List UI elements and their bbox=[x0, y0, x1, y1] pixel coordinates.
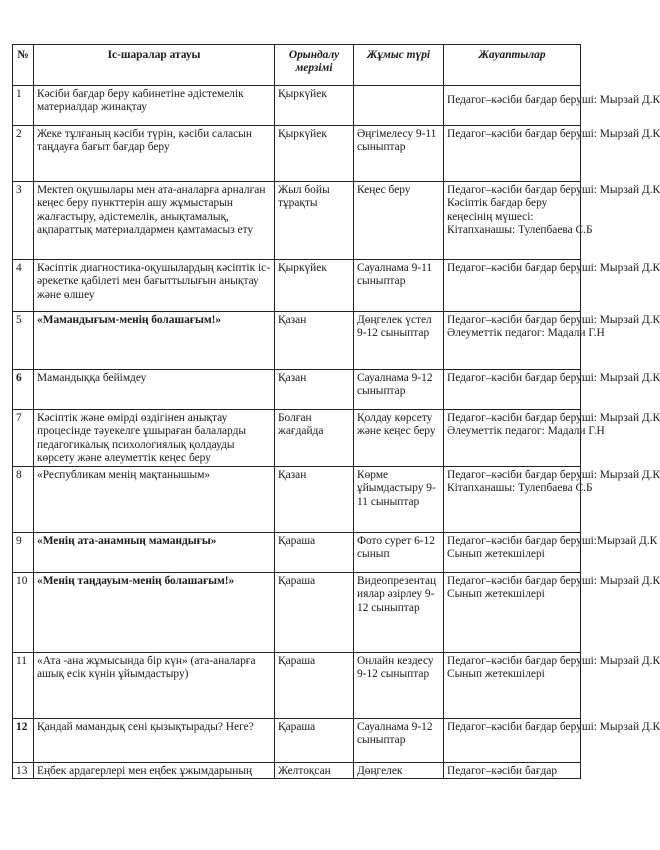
row-number: 4 bbox=[13, 260, 34, 312]
row-event-name: Жеке тұлғаның кәсіби түрін, кәсіби саласын таңдауға бағыт бағдар беру bbox=[34, 126, 275, 182]
row-work-type: Қолдау көрсету және кеңес беру bbox=[354, 410, 444, 467]
table-row bbox=[13, 182, 581, 260]
responsible-line: Педагог–кәсіби бағдар беруші: Мырзай Д.К bbox=[447, 468, 660, 481]
table-row bbox=[13, 466, 581, 532]
responsible-line: Сынып жетекшілері bbox=[447, 668, 545, 681]
row-work-type: Сауалнама 9-11 сыныптар bbox=[354, 260, 444, 312]
row-number: 3 bbox=[13, 182, 34, 260]
row-responsible bbox=[444, 312, 660, 370]
responsible-line: Кітапханашы: Тулепбаева С.Б bbox=[447, 224, 593, 237]
row-responsible bbox=[444, 410, 660, 467]
row-work-type: Фото сурет 6-12 сынып bbox=[354, 532, 444, 572]
table-row bbox=[13, 126, 581, 182]
responsible-line: Сынып жетекшілері bbox=[447, 588, 545, 601]
table-row bbox=[13, 652, 581, 718]
row-work-type: Кеңес беру bbox=[354, 182, 444, 260]
responsible-line: Әлеуметтік педагог: Мадали Г.Н bbox=[447, 327, 605, 340]
row-number: 1 bbox=[13, 86, 34, 126]
row-work-type: Дөңгелек bbox=[354, 762, 444, 778]
row-work-type: Сауалнама 9-12 сыныптар bbox=[354, 370, 444, 410]
row-work-type: Көрме ұйымдастыру 9-11 сыныптар bbox=[354, 466, 444, 532]
table-row bbox=[13, 718, 581, 762]
row-number: 8 bbox=[13, 466, 34, 532]
row-number: 7 bbox=[13, 410, 34, 467]
row-deadline: Қараша bbox=[275, 652, 354, 718]
row-number: 11 bbox=[13, 652, 34, 718]
responsible-line: Педагог–кәсіби бағдар беруші: Мырзай Д.К bbox=[447, 720, 660, 733]
row-event-name: «Менің ата-анамның мамандығы» bbox=[34, 532, 275, 572]
row-event-name: Кәсіби бағдар беру кабинетіне әдістемелік материалдар жинақтау bbox=[34, 86, 275, 126]
row-number: 13 bbox=[13, 762, 34, 778]
header-deadline: Орындалу мерзімі bbox=[275, 45, 354, 86]
header-event-name: Іс-шаралар атауы bbox=[34, 45, 275, 86]
row-deadline: Жыл бойы тұрақты bbox=[275, 182, 354, 260]
table-row bbox=[13, 532, 581, 572]
row-deadline: Қараша bbox=[275, 718, 354, 762]
row-work-type: Видеопрезентациялар әзірлеу 9-12 сыныптар bbox=[354, 572, 444, 652]
responsible-line: Педагог–кәсіби бағдар беруші: Мырзай Д.К bbox=[447, 314, 660, 326]
responsible-line: Педагог–кәсіби бағдар беруші: Мырзай Д.К bbox=[447, 574, 660, 587]
row-event-name: Еңбек ардагерлері мен еңбек ұжымдарының bbox=[34, 762, 275, 778]
responsible-line: Педагог–кәсіби бағдар беруші: Мырзай Д.К bbox=[447, 184, 660, 196]
row-responsible bbox=[444, 718, 660, 762]
row-event-name: «Мамандығым-менің болашағым!» bbox=[34, 312, 275, 370]
row-number: 6 bbox=[13, 370, 34, 410]
row-number: 2 bbox=[13, 126, 34, 182]
responsible-line: Кітапханашы: Тулепбаева С.Б bbox=[447, 482, 593, 495]
table-header-row bbox=[13, 45, 581, 86]
row-deadline: Қыркүйек bbox=[275, 126, 354, 182]
row-event-name: «Республикам менің мақтанышым» bbox=[34, 466, 275, 532]
row-work-type: Дөңгелек үстел 9-12 сыныптар bbox=[354, 312, 444, 370]
row-work-type: Сауалнама 9-12 сыныптар bbox=[354, 718, 444, 762]
responsible-line: Сынып жетекшілері bbox=[447, 548, 545, 561]
row-number: 5 bbox=[13, 312, 34, 370]
row-responsible bbox=[444, 126, 660, 182]
row-event-name: Кәсіптік және өмірді өздігінен анықтау процесінде тәуекелге ұшыраған балаларды педагогикалық психологиялық қолдауды көрсету және әлеуметтік кеңес беру bbox=[34, 410, 275, 467]
row-work-type: Онлайн кездесу 9-12 сыныптар bbox=[354, 652, 444, 718]
row-responsible bbox=[444, 572, 660, 652]
row-event-name: «Менің таңдауым-менің болашағым!» bbox=[34, 572, 275, 652]
row-responsible bbox=[444, 652, 660, 718]
responsible-line: Педагог–кәсіби бағдар беруші: Мырзай Д.К bbox=[447, 128, 660, 140]
row-number: 12 bbox=[13, 718, 34, 762]
table-row bbox=[13, 572, 581, 652]
responsible-line: Педагог–кәсіби бағдар беруші: Мырзай Д.К bbox=[447, 654, 660, 667]
row-work-type bbox=[354, 86, 444, 126]
row-responsible bbox=[444, 182, 660, 260]
row-responsible bbox=[444, 260, 660, 312]
row-work-type: Әңгімелесу 9-11 сыныптар bbox=[354, 126, 444, 182]
responsible-line: Педагог–кәсіби бағдар беруші: Мырзай Д.К bbox=[447, 412, 660, 424]
row-event-name: Кәсіптік диагностика-оқушылардың кәсіптік іс-әрекетке қабілеті мен бағыттылығын анықтау және өлшеу bbox=[34, 260, 275, 312]
header-responsible: Жауаптылар bbox=[444, 45, 581, 86]
responsible-line: Әлеуметтік педагог: Мадали Г.Н bbox=[447, 425, 605, 438]
table-row bbox=[13, 312, 581, 370]
header-number: № bbox=[13, 45, 34, 86]
row-deadline: Қараша bbox=[275, 532, 354, 572]
row-event-name: Мектеп оқушылары мен ата-аналарға арналған кеңес беру пункттерін ашу жұмыстарын жалғастыру, әдістемелік, анықтамалық, ақпараттық материалдармен қамтамасыз ету bbox=[34, 182, 275, 260]
responsible-line: Педагог–кәсіби бағдар беруші: Мырзай Д.К bbox=[447, 262, 660, 274]
row-event-name: Қандай мамандық сені қызықтырады? Неге? bbox=[34, 718, 275, 762]
table-row bbox=[13, 86, 581, 126]
row-responsible bbox=[444, 86, 660, 126]
row-responsible bbox=[444, 466, 660, 532]
events-plan-table bbox=[12, 44, 660, 779]
row-deadline: Болған жағдайда bbox=[275, 410, 354, 467]
header-work-type: Жұмыс түрі bbox=[354, 45, 444, 86]
responsible-line: Педагог–кәсіби бағдар беруші: Мырзай Д.К bbox=[447, 372, 660, 384]
document-page bbox=[12, 44, 660, 779]
row-deadline: Желтоқсан bbox=[275, 762, 354, 778]
table-row bbox=[13, 410, 581, 467]
row-responsible bbox=[444, 370, 660, 410]
table-row bbox=[13, 762, 581, 778]
table-row bbox=[13, 260, 581, 312]
row-number: 10 bbox=[13, 572, 34, 652]
responsible-line: Педагог–кәсіби бағдар bbox=[447, 764, 558, 777]
row-deadline: Қазан bbox=[275, 370, 354, 410]
row-event-name: Мамандыққа бейімдеу bbox=[34, 370, 275, 410]
row-responsible bbox=[444, 532, 658, 572]
row-deadline: Қыркүйек bbox=[275, 260, 354, 312]
responsible-line: Педагог–кәсіби бағдар беруші: Мырзай Д.К bbox=[447, 94, 660, 106]
row-deadline: Қазан bbox=[275, 466, 354, 532]
responsible-line: Педагог–кәсіби бағдар беруші:Мырзай Д.К bbox=[447, 534, 658, 547]
table-row bbox=[13, 370, 581, 410]
row-event-name: «Ата -ана жұмысында бір күн» (ата-аналарға ашық есік күнін ұйымдастыру) bbox=[34, 652, 275, 718]
row-deadline: Қазан bbox=[275, 312, 354, 370]
responsible-line: Кәсіптік бағдар беру кеңесінің мүшесі: bbox=[447, 197, 548, 223]
row-deadline: Қыркүйек bbox=[275, 86, 354, 126]
row-responsible bbox=[444, 762, 581, 778]
row-number: 9 bbox=[13, 532, 34, 572]
row-deadline: Қараша bbox=[275, 572, 354, 652]
